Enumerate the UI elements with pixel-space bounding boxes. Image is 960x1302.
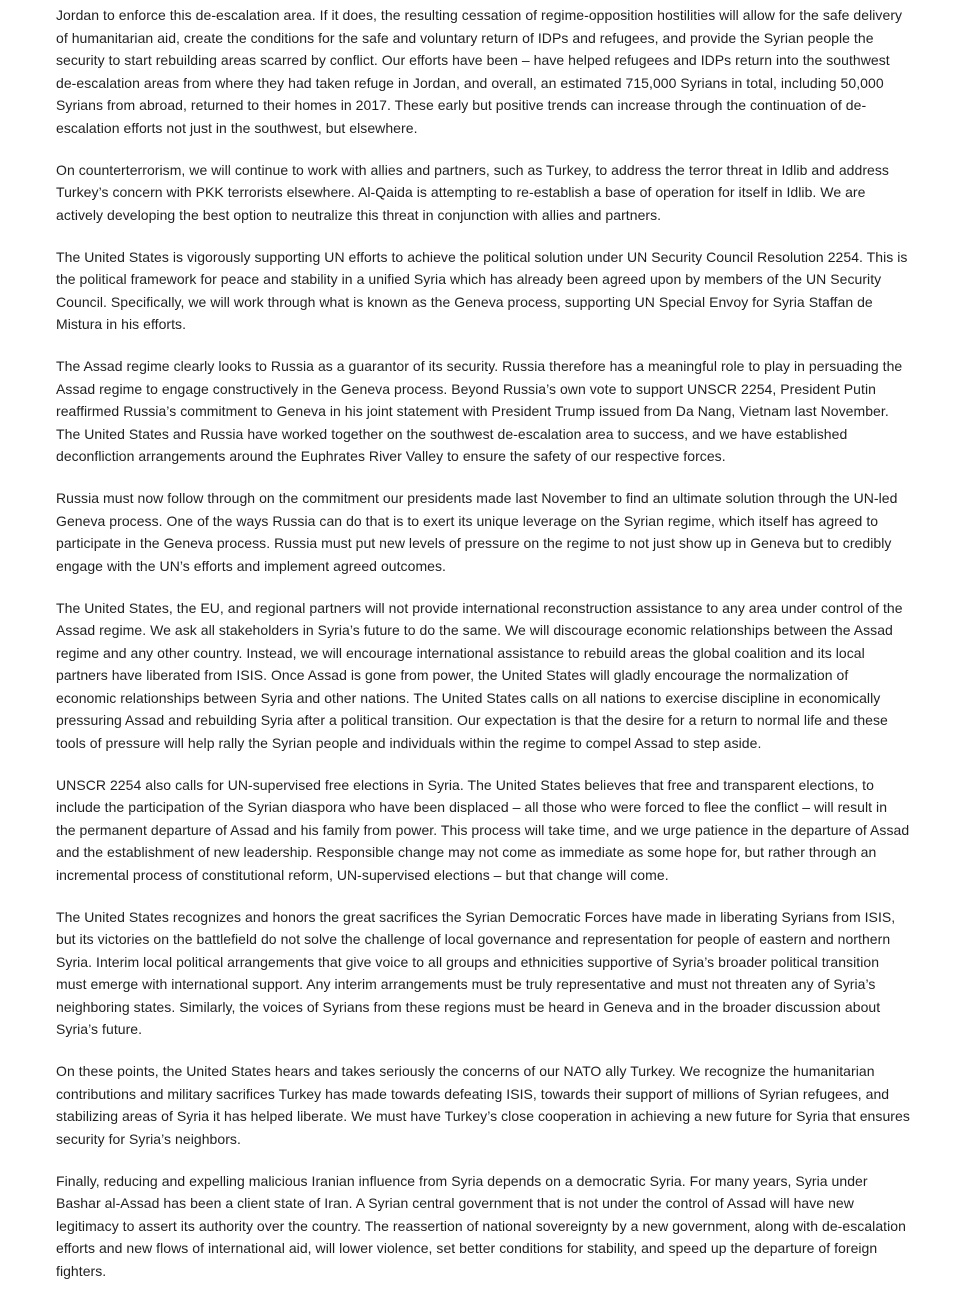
article-paragraph: The United States recognizes and honors the great sacrifices the Syrian Democratic Forces have made in liberating Syrians from ISIS, but its victories on the battlefield do not solve the challenge of local governance and representation for people of eastern and northern Syria. Interim local political arrangements that give voice to all groups and ethnicities supportive of Syria’s broader political transition must emerge with international support. Any interim arrangements must be truly representative and must not threaten any of Syria’s neighboring states. Similarly, the voices of Syrians from these regions must be heard in Geneva and in the broader discussion about Syria’s future. bbox=[56, 908, 896, 1037]
article-paragraph: Russia must now follow through on the commitment our presidents made last November to find an ultimate solution through the UN-led Geneva process. One of the ways Russia can do that is to exert its unique leverage on the Syrian regime, which itself has agreed to participate in the Geneva process. Russia must put new levels of pressure on the regime to not just show up in Geneva but to credibly engage with the UN’s efforts and implement agreed outcomes. bbox=[56, 490, 898, 574]
article-paragraph: The Assad regime clearly looks to Russia as a guarantor of its security. Russia therefore has a meaningful role to play in persuading the Assad regime to engage constructively in the Geneva process. Beyond Russia’s own vote to support UNSCR 2254, President Putin reaffirmed Russia’s commitment to Geneva in his joint statement with President Trump issued from Da Nang, Vietnam last November. The United States and Russia have worked together on the southwest de-escalation area to success, and we have established deconfliction arrangements around the Euphrates River Valley to ensure the safety of our respective forces. bbox=[56, 358, 903, 464]
article-paragraph: The United States is vigorously supporting UN efforts to achieve the political solution under UN Security Council Resolution 2254. This is the political framework for peace and stability in a unified Syria which has already been agreed upon by members of the UN Security Council. Specifically, we will work through what is known as the Geneva process, supporting UN Special Envoy for Syria Staffan de Mistura in his efforts. bbox=[56, 248, 908, 332]
article-paragraph: Finally, reducing and expelling malicious Iranian influence from Syria depends on a democratic Syria. For many years, Syria under Bashar al-Assad has been a client state of Iran. A Syrian central government that is not under the control of Assad will have new legitimacy to assert its authority over the country. The reassertion of national sovereignty by a new government, along with de-escalation efforts and new flows of international aid, will lower violence, set better conditions for stability, and speed up the departure of foreign fighters. bbox=[56, 1172, 906, 1279]
article-paragraph: Jordan to enforce this de-escalation area. If it does, the resulting cessation of regime-opposition hostilities will allow for the safe delivery of humanitarian aid, create the conditions for the safe and voluntary return of IDPs and refugees, and provide the Syrian people the security to start rebuilding areas scarred by conflict. Our efforts have been – have helped refugees and IDPs return into the southwest de-escalation areas from where they had taken refuge in Jordan, and overall, an estimated 715,000 Syrians in total, including 50,000 Syrians from abroad, returned to their homes in 2017. These early but positive trends can increase through the continuation of de-escalation efforts not just in the southwest, but elsewhere. bbox=[56, 7, 903, 136]
article-paragraph: The United States, the EU, and regional partners will not provide international reconstruction assistance to any area under control of the Assad regime. We ask all stakeholders in Syria’s future to do the same. We will discourage economic relationships between the Assad regime and any other country. Instead, we will encourage international assistance to rebuild areas the global coalition and its local partners have liberated from ISIS. Once Assad is gone from power, the United States will gladly encourage the normalization of economic relationships between Syria and other nations. The United States calls on all nations to exercise discipline in economically pressuring Assad and rebuilding Syria after a political transition. Our expectation is that the desire for a return to normal life and these tools of pressure will help rally the Syrian people and individuals within the regime to compel Assad to step aside. bbox=[56, 599, 903, 751]
article-paragraph: On these points, the United States hears and takes seriously the concerns of our NATO ally Turkey. We recognize the humanitarian contributions and military sacrifices Turkey has made towards defeating ISIS, towards their support of millions of Syrian refugees, and stabilizing areas of Syria it has helped liberate. We must have Turkey’s close cooperation in achieving a new future for Syria that ensures security for Syria’s neighbors. bbox=[56, 1063, 910, 1147]
article-paragraph: On counterterrorism, we will continue to work with allies and partners, such as Turkey, to address the terror threat in Idlib and address Turkey’s concern with PKK terrorists elsewhere. Al-Qaida is attempting to re-establish a base of operation for itself in Idlib. We are actively developing the best option to neutralize this threat in conjunction with allies and partners. bbox=[56, 161, 889, 223]
article-paragraph: UNSCR 2254 also calls for UN-supervised free elections in Syria. The United States believes that free and transparent elections, to include the participation of the Syrian diaspora who have been displaced – all those who were forced to flee the conflict – will result in the permanent departure of Assad and his family from power. This process will take time, and we urge patience in the departure of Assad and the establishment of new leadership. Responsible change may not come as immediate as some hope for, but rather through an incremental process of constitutional reform, UN-supervised elections – but that change will come. bbox=[56, 776, 910, 883]
